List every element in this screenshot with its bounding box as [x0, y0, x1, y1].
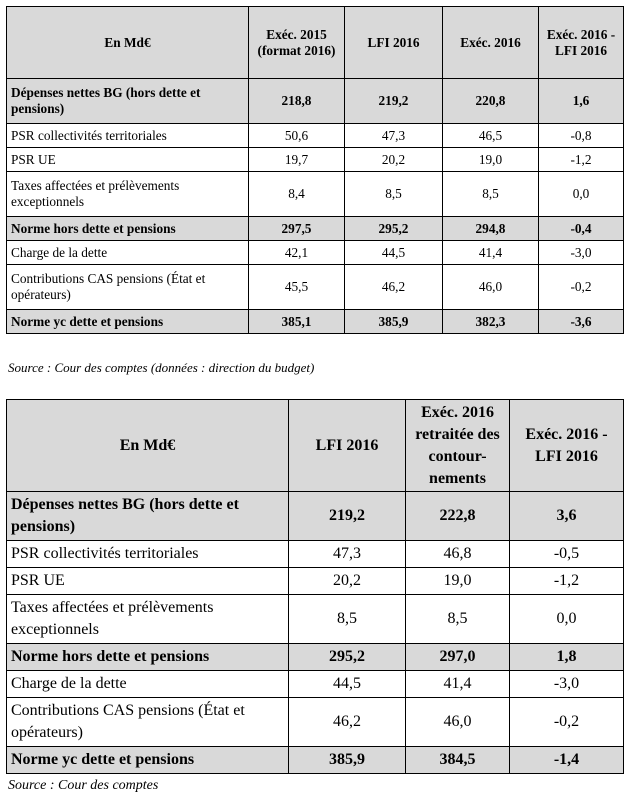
table-row: [7, 492, 624, 541]
cell-value: 8,5: [345, 172, 443, 217]
row-label: PSR UE: [7, 568, 289, 595]
cell-value: 219,2: [289, 492, 406, 541]
cell-value: 385,9: [345, 310, 443, 334]
row-label: Taxes affectées et prélèvements exceptionnels: [7, 595, 289, 644]
cell-value: 8,5: [406, 595, 510, 644]
table-row: [7, 541, 624, 568]
row-label: Contributions CAS pensions (État et opérateurs): [7, 265, 249, 310]
cell-value: 0,0: [539, 172, 624, 217]
header-cell: Exéc. 2016 retraitée des contour-nements: [406, 400, 510, 492]
cell-value: 45,5: [249, 265, 345, 310]
header-cell: En Md€: [7, 400, 289, 492]
cell-value: -3,0: [539, 241, 624, 265]
row-label: Norme hors dette et pensions: [7, 644, 289, 671]
cell-value: 3,6: [510, 492, 624, 541]
cell-value: 46,0: [443, 265, 539, 310]
cell-value: -1,4: [510, 747, 624, 774]
row-label: Contributions CAS pensions (État et opérateurs): [7, 698, 289, 747]
cell-value: -0,2: [510, 698, 624, 747]
cell-value: 385,9: [289, 747, 406, 774]
header-cell: Exéc. 2016 - LFI 2016: [539, 7, 624, 79]
header-cell: LFI 2016: [289, 400, 406, 492]
cell-value: 46,2: [345, 265, 443, 310]
cell-value: 46,8: [406, 541, 510, 568]
cell-value: 46,0: [406, 698, 510, 747]
table-row: [7, 644, 624, 671]
row-label: PSR UE: [7, 148, 249, 172]
table-row: [7, 241, 624, 265]
cell-value: 295,2: [289, 644, 406, 671]
row-label: Dépenses nettes BG (hors dette et pensions): [7, 492, 289, 541]
cell-value: 42,1: [249, 241, 345, 265]
cell-value: 41,4: [443, 241, 539, 265]
table-row: [7, 698, 624, 747]
cell-value: 297,5: [249, 217, 345, 241]
cell-value: 295,2: [345, 217, 443, 241]
cell-value: -0,8: [539, 124, 624, 148]
table-row: [7, 217, 624, 241]
table-row: [7, 568, 624, 595]
cell-value: 294,8: [443, 217, 539, 241]
row-label: Dépenses nettes BG (hors dette et pensions): [7, 79, 249, 124]
row-label: Charge de la dette: [7, 671, 289, 698]
cell-value: 50,6: [249, 124, 345, 148]
cell-value: 219,2: [345, 79, 443, 124]
cell-value: 44,5: [289, 671, 406, 698]
table-row: [7, 747, 624, 774]
table-row: [7, 671, 624, 698]
cell-value: -3,6: [539, 310, 624, 334]
cell-value: 384,5: [406, 747, 510, 774]
cell-value: 41,4: [406, 671, 510, 698]
cell-value: 0,0: [510, 595, 624, 644]
cell-value: 1,6: [539, 79, 624, 124]
row-label: PSR collectivités territoriales: [7, 124, 249, 148]
table-row: [7, 148, 624, 172]
cell-value: 19,0: [443, 148, 539, 172]
cell-value: 46,5: [443, 124, 539, 148]
row-label: Taxes affectées et prélèvements exceptionnels: [7, 172, 249, 217]
cell-value: 220,8: [443, 79, 539, 124]
cell-value: -0,2: [539, 265, 624, 310]
header-cell: Exéc. 2016 - LFI 2016: [510, 400, 624, 492]
cell-value: 222,8: [406, 492, 510, 541]
cell-value: 19,7: [249, 148, 345, 172]
cell-value: -1,2: [539, 148, 624, 172]
cell-value: 20,2: [345, 148, 443, 172]
budget-table-1: [6, 6, 624, 334]
cell-value: 382,3: [443, 310, 539, 334]
cell-value: 8,4: [249, 172, 345, 217]
header-cell: LFI 2016: [345, 7, 443, 79]
cell-value: 19,0: [406, 568, 510, 595]
table-row: [7, 172, 624, 217]
cell-value: -0,4: [539, 217, 624, 241]
source-note: Source : Cour des comptes (données : direction du budget): [8, 360, 315, 375]
cell-value: -1,2: [510, 568, 624, 595]
cell-value: 47,3: [289, 541, 406, 568]
cell-value: 8,5: [289, 595, 406, 644]
row-label: Norme yc dette et pensions: [7, 747, 289, 774]
cell-value: 20,2: [289, 568, 406, 595]
header-cell: Exéc. 2015 (format 2016): [249, 7, 345, 79]
cell-value: 44,5: [345, 241, 443, 265]
cell-value: -0,5: [510, 541, 624, 568]
cell-value: 1,8: [510, 644, 624, 671]
table-row: [7, 124, 624, 148]
table-row: [7, 310, 624, 334]
cell-value: 297,0: [406, 644, 510, 671]
cell-value: 385,1: [249, 310, 345, 334]
header-cell: Exéc. 2016: [443, 7, 539, 79]
row-label: PSR collectivités territoriales: [7, 541, 289, 568]
cell-value: 8,5: [443, 172, 539, 217]
cell-value: 47,3: [345, 124, 443, 148]
table-row: [7, 79, 624, 124]
header-cell: En Md€: [7, 7, 249, 79]
table-row: [7, 595, 624, 644]
source-note: Source : Cour des comptes: [8, 778, 159, 793]
table-row: [7, 265, 624, 310]
row-label: Norme hors dette et pensions: [7, 217, 249, 241]
row-label: Charge de la dette: [7, 241, 249, 265]
cell-value: 46,2: [289, 698, 406, 747]
row-label: Norme yc dette et pensions: [7, 310, 249, 334]
budget-table-2: [6, 399, 624, 774]
cell-value: -3,0: [510, 671, 624, 698]
cell-value: 218,8: [249, 79, 345, 124]
